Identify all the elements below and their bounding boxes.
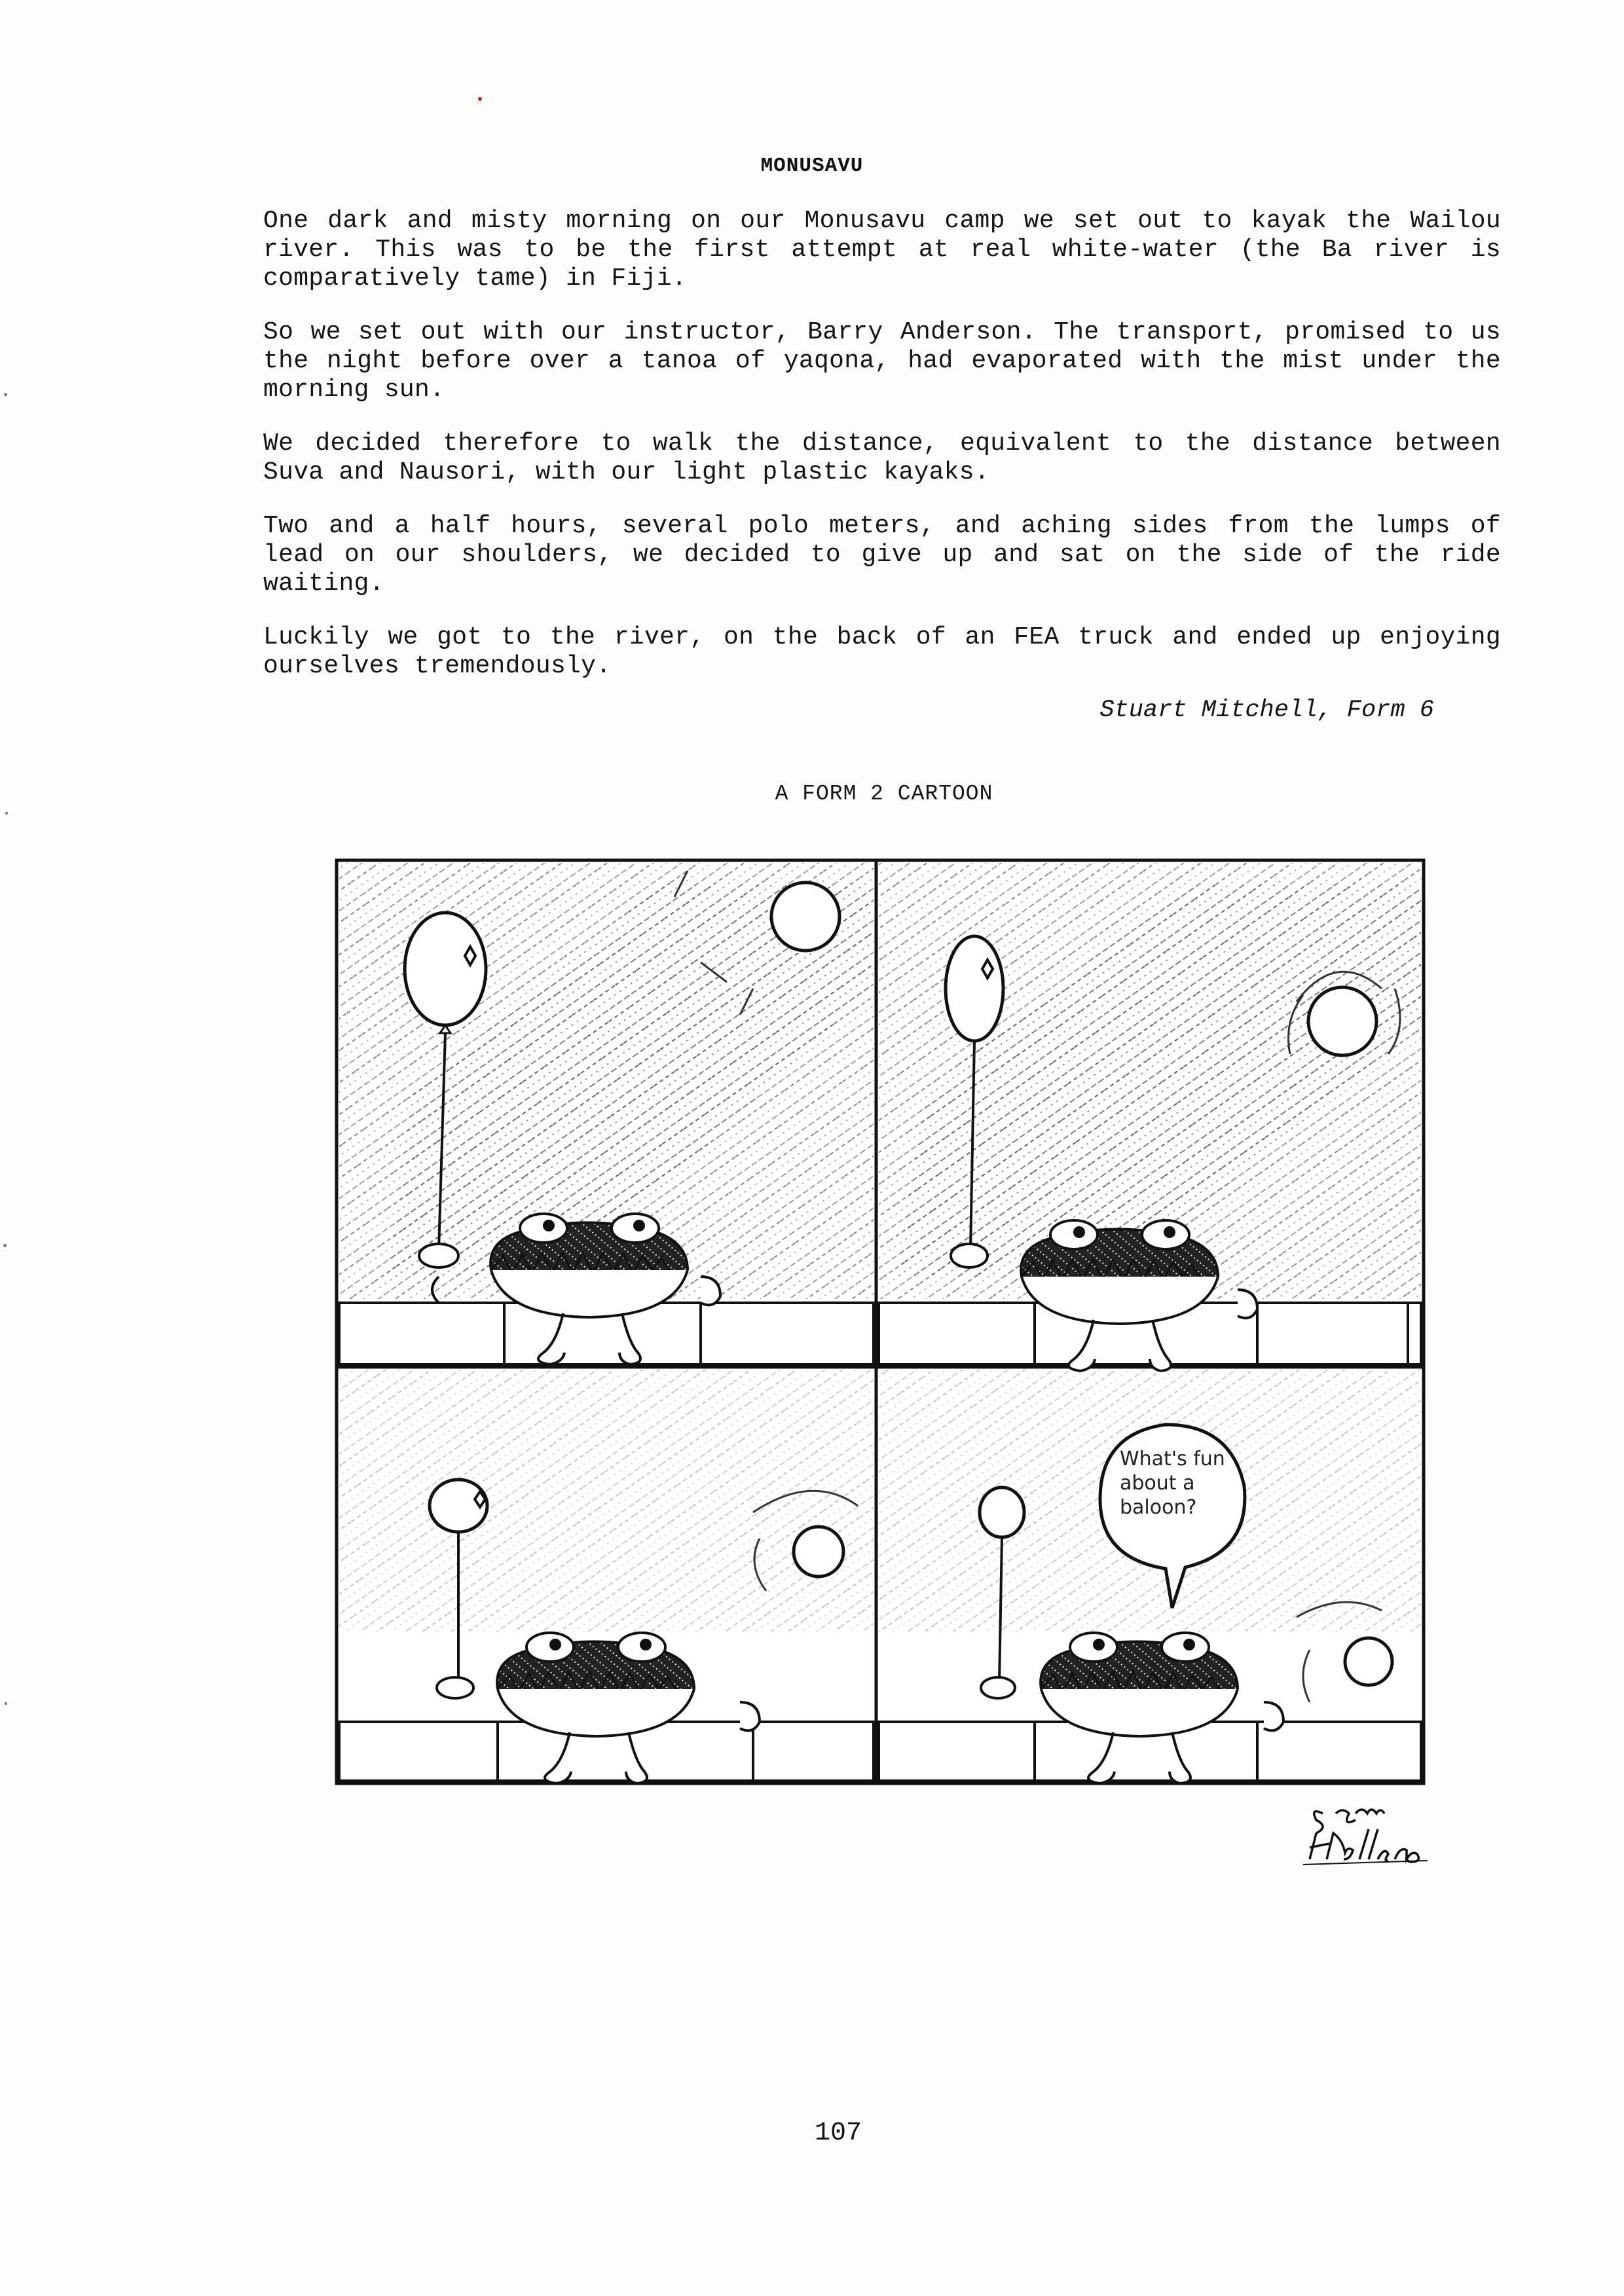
article-paragraph: Luckily we got to the river, on the back of an FEA truck and ended up enjoying ourselves tremendously. — [263, 623, 1501, 680]
scan-speck — [5, 812, 8, 814]
comic-panel-1 — [339, 863, 874, 1364]
scan-speck — [4, 393, 7, 396]
comic-strip — [334, 858, 1434, 1787]
scan-speck — [478, 97, 482, 101]
speech-bubble-line: baloon? — [1120, 1496, 1197, 1519]
speech-bubble-line: about a — [1120, 1472, 1195, 1495]
article-paragraph: So we set out with our instructor, Barry Anderson. The transport, promised to us the night before over a tanoa of yaqona, had evaporated with the mist under the morning sun. — [263, 318, 1501, 404]
article-paragraph: Two and a half hours, several polo meters, and aching sides from the lumps of lead on our shoulders, we decided to give up and sat on the side of the ride waiting. — [263, 512, 1501, 598]
artist-signature — [1297, 1787, 1441, 1872]
cartoon-title: A FORM 2 CARTOON — [775, 782, 993, 806]
article-paragraph: We decided therefore to walk the distance, equivalent to the distance between Suva and Nausori, with our light plastic kayaks. — [263, 429, 1501, 486]
article-paragraph: One dark and misty morning on our Monusavu camp we set out to kayak the Wailou river. This was to be the first attempt at real white-water (the Ba river is comparatively tame) in Fiji. — [263, 207, 1501, 293]
page-number: 107 — [814, 2119, 862, 2148]
speech-bubble-line: What's fun — [1120, 1448, 1225, 1470]
comic-panel-2 — [879, 863, 1421, 1371]
article-body — [263, 207, 1501, 706]
article-title: MONUSAVU — [760, 155, 864, 177]
comic-panel-4 — [879, 1370, 1421, 1783]
comic-drawing — [334, 858, 1434, 1787]
scan-speck — [3, 1244, 7, 1247]
speech-bubble-text — [1120, 1447, 1244, 1520]
scan-speck — [5, 1702, 7, 1705]
comic-panel-3 — [339, 1370, 874, 1783]
article-byline: Stuart Mitchell, Form 6 — [1099, 697, 1434, 724]
